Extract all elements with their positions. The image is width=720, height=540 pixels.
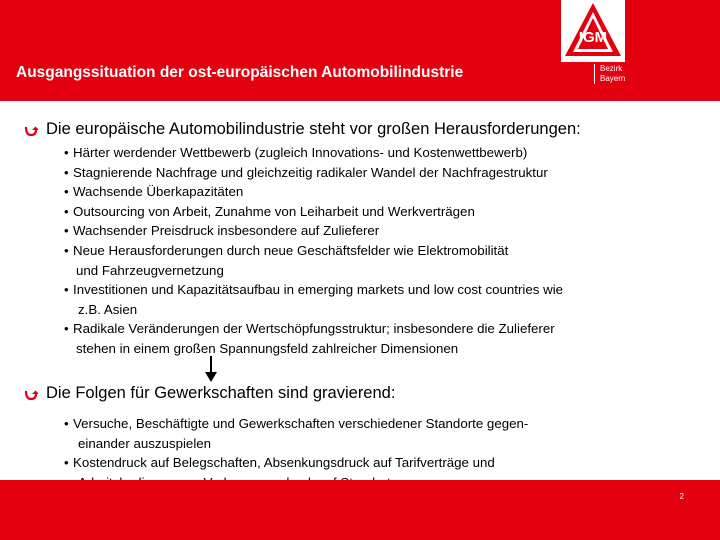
bullet-dot: •: [64, 164, 69, 180]
bullet-dot: •: [64, 242, 69, 258]
list-item: [64, 221, 563, 241]
list-item-text: Stagnierende Nachfrage und gleichzeitig radikaler Wandel der Nachfragestruktur: [73, 164, 548, 180]
section2-heading-text: Die Folgen für Gewerkschaften sind gravierend:: [46, 384, 396, 402]
list-item-text: Wachsender Preisdruck insbesondere auf Zulieferer: [73, 223, 380, 239]
list-item-text: Härter werdender Wettbewerb (zugleich Innovations- und Kostenwettbewerb): [73, 145, 528, 160]
list-item-text: Investitionen und Kapazitätsaufbau in emerging markets und low cost countries wie: [73, 282, 564, 298]
list-item-continuation: stehen in einem großen Spannungsfeld zahlreicher Dimensionen: [76, 340, 459, 356]
section1-heading: [24, 120, 581, 139]
list-item: [64, 182, 563, 202]
list-item-text: Outsourcing von Arbeit, Zunahme von Leiharbeit und Werkverträgen: [73, 203, 475, 219]
bullet-dot: •: [64, 416, 69, 431]
list-item: [64, 414, 528, 453]
section1-list: [64, 143, 563, 359]
district-label: [594, 64, 625, 84]
red-curved-arrow-icon: [24, 123, 38, 137]
list-item-continuation: z.B. Asien: [78, 301, 138, 317]
section2-heading: [24, 384, 395, 403]
list-item: [64, 143, 563, 163]
section1-heading-text: Die europäische Automobilindustrie steht vor großen Herausforderungen:: [46, 120, 581, 138]
list-item-text: Wachsende Überkapazitäten: [73, 184, 244, 200]
list-item-continuation: einander auszuspielen: [78, 435, 212, 451]
logo-letters: IGM: [578, 29, 608, 46]
list-item: [64, 202, 563, 222]
bullet-dot: •: [64, 321, 69, 337]
list-item: [64, 280, 563, 319]
list-item-continuation: und Fahrzeugvernetzung: [76, 262, 224, 278]
list-item-text: Versuche, Beschäftigte und Gewerkschaften verschiedener Standorte gegen-: [73, 416, 529, 431]
igm-logo: [561, 0, 625, 62]
down-arrow-icon: [204, 356, 218, 382]
district-line1: Bezirk: [600, 64, 623, 73]
bullet-dot: •: [64, 223, 69, 239]
list-item-text: Kostendruck auf Belegschaften, Absenkungsdruck auf Tarifverträge und: [73, 455, 495, 471]
page-title: Ausgangssituation der ost-europäischen Automobilindustrie: [16, 64, 464, 81]
bullet-dot: •: [64, 145, 69, 160]
red-curved-arrow-icon: [24, 387, 38, 401]
district-line2: Bayern: [600, 74, 626, 83]
list-item-text: Radikale Veränderungen der Wertschöpfungsstruktur; insbesondere die Zulieferer: [73, 321, 555, 337]
bullet-dot: •: [64, 184, 69, 200]
footer-bar: [0, 480, 720, 540]
bullet-dot: •: [64, 203, 69, 219]
list-item: [64, 163, 563, 183]
bullet-dot: •: [64, 455, 69, 471]
list-item-text: Neue Herausforderungen durch neue Geschäftsfelder wie Elektromobilität: [73, 242, 509, 258]
page-number: 2: [679, 492, 684, 501]
list-item: [64, 241, 563, 280]
list-item: [64, 319, 563, 358]
bullet-dot: •: [64, 282, 69, 298]
